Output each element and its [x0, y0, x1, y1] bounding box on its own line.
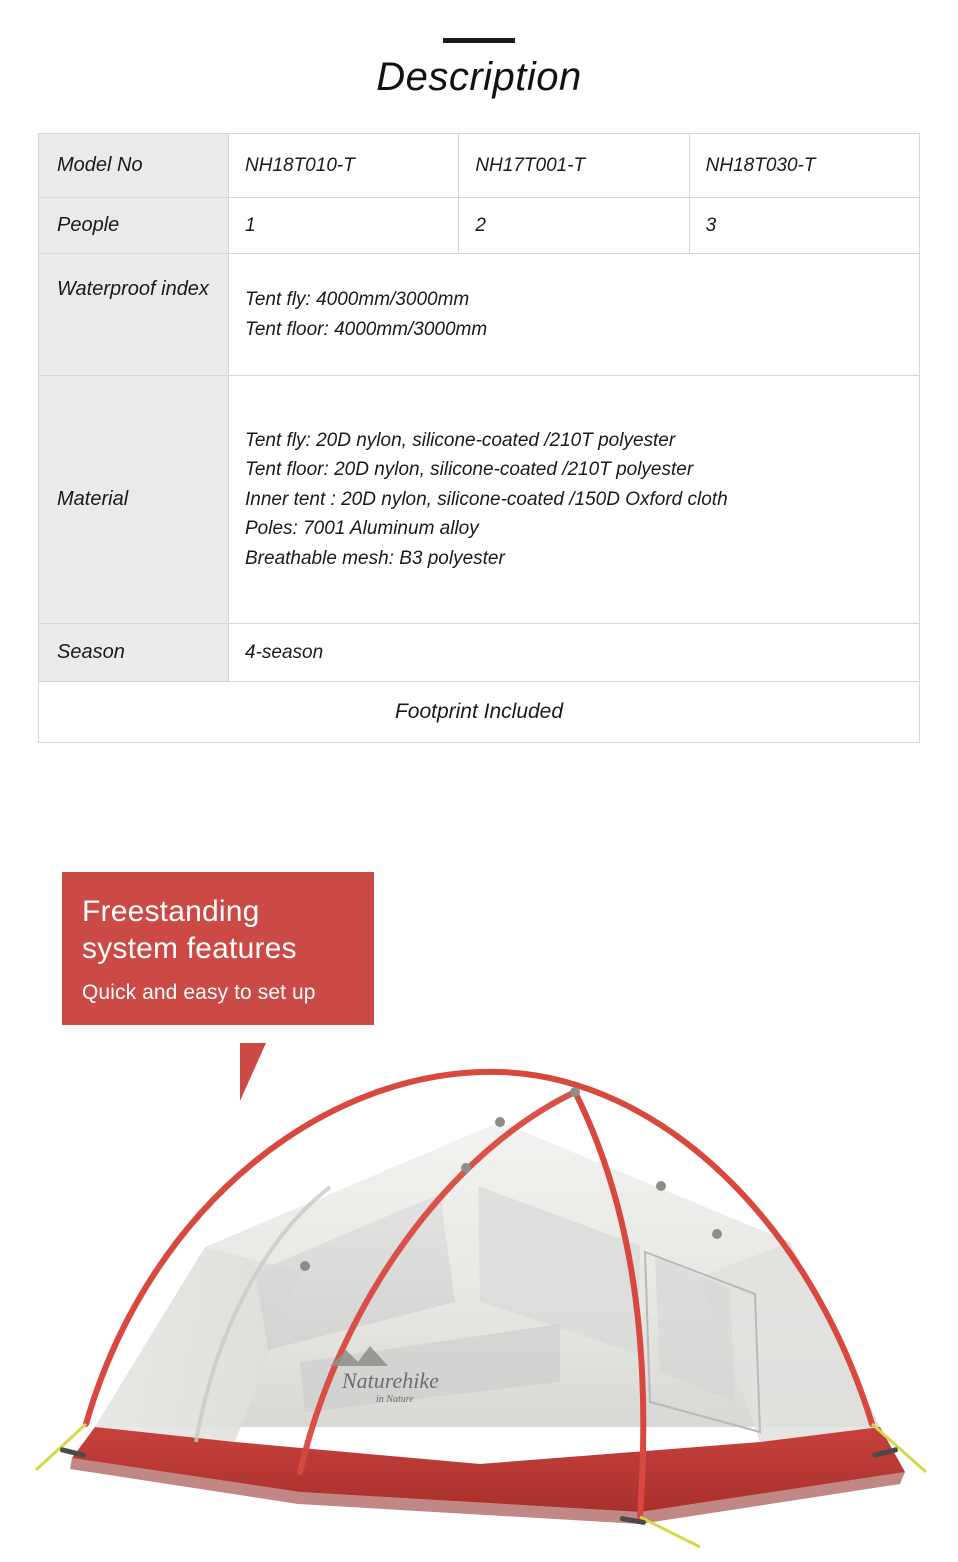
title-divider [443, 38, 515, 43]
spec-table [38, 133, 920, 743]
text-line: Breathable mesh: B3 polyester [245, 547, 505, 569]
product-image [0, 972, 958, 1552]
text-line: Tent floor: 4000mm/3000mm [245, 318, 488, 340]
table-row [39, 624, 919, 682]
row-label: Model No [39, 134, 229, 197]
row-label: People [39, 198, 229, 253]
text-line: Tent fly: 20D nylon, silicone-coated /210T polyester [245, 429, 676, 451]
tent-illustration [0, 972, 958, 1552]
row-content [229, 624, 919, 681]
callout-title-line1: Freestanding [82, 895, 260, 928]
page-header [0, 0, 958, 99]
text-line: Tent floor: 20D nylon, silicone-coated /210T polyester [245, 459, 694, 481]
table-cell: NH18T010-T [229, 134, 459, 197]
callout-subtitle: Quick and easy to set up [82, 981, 316, 1005]
svg-text:Naturehike: Naturehike [342, 1368, 439, 1393]
text-line: Inner tent : 20D nylon, silicone-coated /150D Oxford cloth [245, 488, 728, 510]
feature-section [0, 872, 958, 1562]
text-line: 4-season [245, 642, 324, 663]
table-row [39, 254, 919, 376]
row-content [229, 376, 919, 623]
row-label: Waterproof index [39, 254, 229, 375]
svg-text:in Nature: in Nature [376, 1394, 414, 1405]
table-row [39, 376, 919, 624]
table-cell: 1 [229, 198, 459, 253]
row-content [229, 254, 919, 375]
callout-title-line2: system features [82, 931, 297, 965]
row-label: Material [39, 376, 229, 623]
text-line: Tent fly: 4000mm/3000mm [245, 289, 470, 311]
table-footer-row [39, 682, 919, 743]
row-label: Season [39, 624, 229, 681]
table-row [39, 198, 919, 254]
page-title: Description [376, 55, 582, 99]
table-cell: NH18T030-T [690, 134, 919, 197]
table-cell: NH17T001-T [459, 134, 689, 197]
table-cell: 2 [459, 198, 689, 253]
footprint-note: Footprint Included [394, 700, 564, 724]
text-line: Poles: 7001 Aluminum alloy [245, 518, 479, 540]
table-cell: 3 [690, 198, 919, 253]
table-row [39, 134, 919, 198]
row-cells [229, 134, 919, 197]
row-cells [229, 198, 919, 253]
